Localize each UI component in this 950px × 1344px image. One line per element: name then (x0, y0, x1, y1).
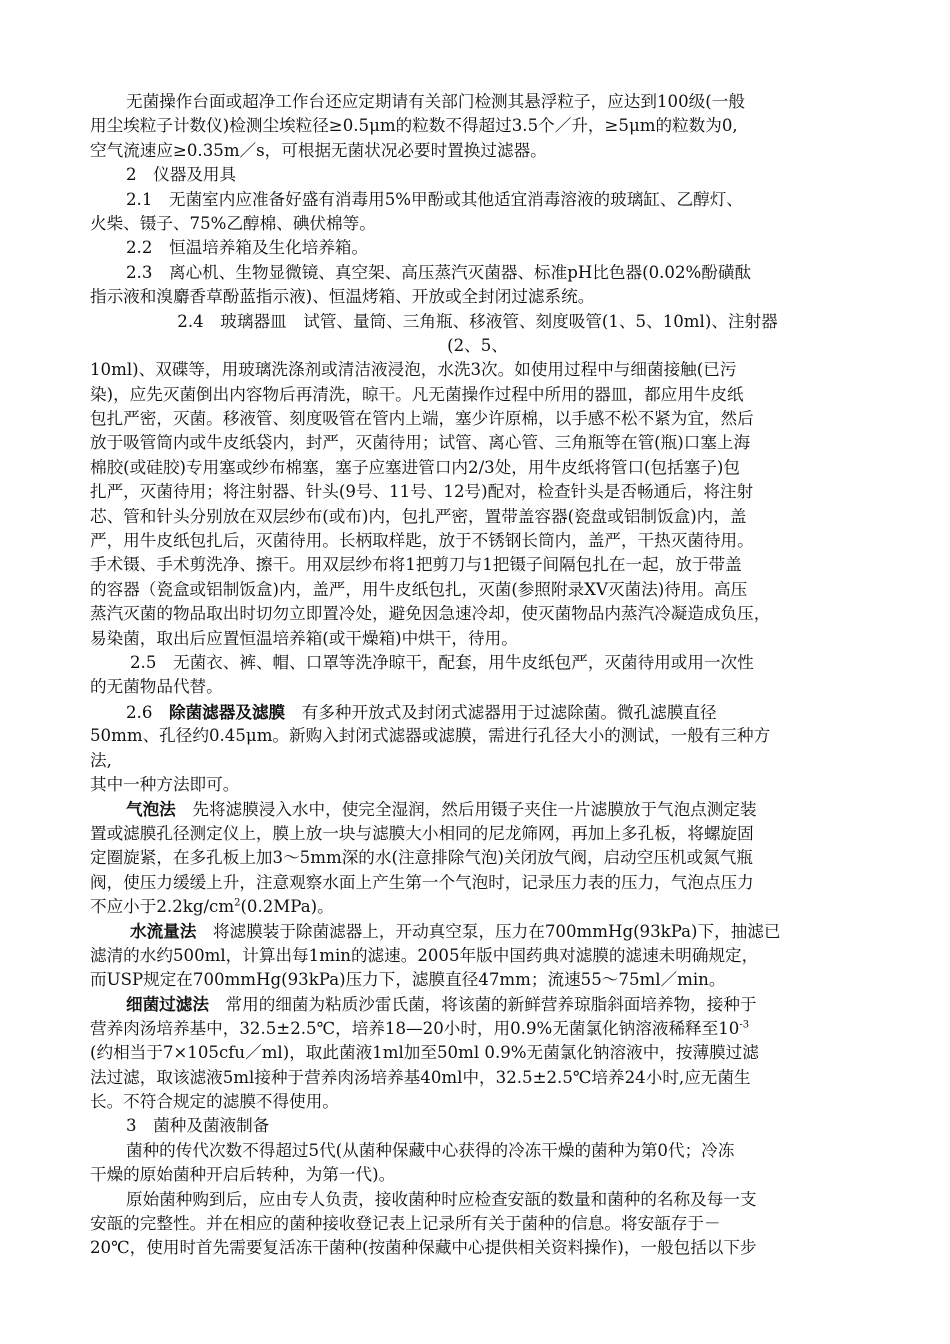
text-line (90, 480, 865, 504)
bold-heading: 细菌过滤法 (126, 994, 209, 1015)
text-line (90, 553, 865, 577)
line-text: 易染菌，取出后应置恒温培养箱(或干燥箱)中烘干，待用。 (90, 628, 518, 648)
text-line (90, 114, 865, 138)
text-line (90, 1188, 865, 1212)
line-text: 严，用牛皮纸包扎后，灭菌待用。长柄取样匙，放于不锈钢长筒内，盖严，干热灭菌待用。 (90, 531, 754, 551)
text-line (90, 700, 865, 724)
text-line (90, 261, 865, 285)
text-line (90, 846, 865, 870)
section-number: 2.6 (126, 702, 169, 722)
line-text: 空气流速应≥0.35m／s，可根据无菌状况必要时置换过滤器。 (90, 140, 547, 160)
text-line (90, 992, 865, 1016)
line-text: 法过滤，取该滤液5ml接种于营养肉汤培养基40ml中，32.5±2.5℃培养24小时,应无菌生 (90, 1067, 751, 1087)
line-text: 先将滤膜浸入水中，使完全湿润，然后用镊子夹住一片滤膜放于气泡点测定装 (175, 800, 757, 820)
line-text: 其中一种方法即可。 (90, 774, 240, 794)
line-text: 有多种开放式及封闭式滤器用于过滤除菌。微孔滤膜直径 (285, 702, 717, 722)
text-line (90, 431, 865, 455)
text-line (90, 651, 865, 675)
text-line (90, 1139, 865, 1163)
text-line (90, 724, 865, 748)
line-text: 的容器（瓷盒或铝制饭盒)内，盖严，用牛皮纸包扎，灭菌(参照附录XV灭菌法)待用。高压 (90, 579, 748, 599)
text-line (90, 895, 865, 919)
text-line (90, 236, 865, 260)
line-text: 扎严，灭菌待用；将注射器、针头(9号、11号、12号)配对，检查针头是否畅通后，将注射 (90, 482, 754, 502)
line-text: 干燥的原始菌种开启后转种，为第一代)。 (90, 1165, 396, 1185)
text-line (90, 1066, 865, 1090)
line-text: 火柴、镊子、75%乙醇棉、碘伏棉等。 (90, 213, 376, 233)
line-text: 法, (90, 750, 112, 770)
text-line (90, 212, 865, 236)
line-text: 2.1 无菌室内应准备好盛有消毒用5%甲酚或其他适宜消毒溶液的玻璃缸、乙醇灯、 (126, 189, 743, 209)
text-line (90, 1163, 865, 1187)
line-text: 包扎严密，灭菌。移液管、刻度吸管在管内上端，塞少许原棉，以手感不松不紧为宜，然后 (90, 409, 754, 429)
line-text: 营养肉汤培养基中，32.5±2.5℃，培养18—20小时，用0.9%无菌氯化钠溶液稀释至10 (90, 1018, 740, 1038)
text-line (90, 675, 865, 699)
line-text: 原始菌种购到后，应由专人负责，接收菌种时应检查安瓿的数量和菌种的名称及每一支 (126, 1189, 757, 1209)
superscript: 2 (234, 897, 241, 909)
text-line (90, 383, 865, 407)
text-line (90, 188, 865, 212)
text-line (90, 797, 865, 821)
line-text: 10ml)、双碟等，用玻璃洗涤剂或清洁液浸泡，水洗3次。如使用过程中与细菌接触(已污 (90, 360, 737, 380)
line-text: 定圈旋紧，在多孔板上加3～5mm深的水(注意排除气泡)关闭放气阀，启动空压机或氮气瓶 (90, 848, 753, 868)
line-text: 用尘埃粒子计数仪)检测尘埃粒径≥0.5μm的粒数不得超过3.5个／升，≥5μm的粒数为0, (90, 116, 738, 136)
text-line (90, 285, 865, 309)
line-text: (2、5、 (447, 335, 508, 355)
line-text: 3 菌种及菌液制备 (126, 1116, 270, 1136)
text-line (90, 1041, 865, 1065)
text-line (90, 163, 865, 187)
text-line (90, 529, 865, 553)
text-line (90, 822, 865, 846)
line-text: 棉胶(或硅胶)专用塞或纱布棉塞，塞子应塞进管口内2/3处，用牛皮纸将管口(包括塞子)包 (90, 457, 740, 477)
text-line (90, 1017, 865, 1041)
document-page (90, 90, 865, 1261)
bold-heading: 气泡法 (126, 799, 176, 820)
text-line (90, 407, 865, 431)
line-text: 菌种的传代次数不得超过5代(从菌种保藏中心获得的冷冻干燥的菌种为第0代；冷冻 (126, 1140, 735, 1160)
line-text: 2.5 无菌衣、裤、帽、口罩等洗净晾干，配套，用牛皮纸包严，灭菌待用或用一次性 (130, 652, 754, 672)
text-line (90, 505, 865, 529)
text-line (90, 871, 865, 895)
line-text: 2.2 恒温培养箱及生化培养箱。 (126, 238, 369, 258)
text-line (90, 1236, 865, 1260)
line-text: (约相当于7×105cfu／ml)，取此菌液1ml加至50ml 0.9%无菌氯化钠溶液中，按薄膜过滤 (90, 1043, 759, 1063)
line-text: 将滤膜装于除菌滤器上，开动真空泵，压力在700mmHg(93kPa)下，抽滤已 (196, 922, 781, 942)
line-text: 置或滤膜孔径测定仪上，膜上放一块与滤膜大小相同的尼龙筛网，再加上多孔板，将螺旋固 (90, 823, 754, 843)
line-text: 不应小于2.2kg/cm (90, 896, 235, 916)
text-line (90, 1090, 865, 1114)
text-line (90, 773, 865, 797)
bold-heading: 除菌滤器及滤膜 (168, 701, 286, 722)
text-line (90, 456, 865, 480)
text-line (90, 1114, 865, 1138)
text-line (90, 602, 865, 626)
line-text: 的无菌物品代替。 (90, 677, 223, 697)
line-text: 无菌操作台面或超净工作台还应定期请有关部门检测其悬浮粒子，应达到100级(一般 (126, 92, 745, 111)
line-text: 芯、管和针头分别放在双层纱布(或布)内，包扎严密，置带盖容器(瓷盘或铝制饭盒)内，盖 (90, 506, 747, 526)
line-text: 2.4 玻璃器皿 试管、量筒、三角瓶、移液管、刻度吸管(1、5、10ml)、注射器 (177, 311, 778, 331)
line-text: 50mm、孔径约0.45μm。新购入封闭式滤器或滤膜，需进行孔径大小的测试，一般有三种方 (90, 726, 771, 746)
line-text: 手术镊、手术剪洗净、擦干。用双层纱布将1把剪刀与1把镊子间隔包扎在一起，放于带盖 (90, 555, 742, 575)
text-line (90, 334, 865, 358)
line-text: 2 仪器及用具 (126, 165, 237, 185)
text-line (90, 944, 865, 968)
line-text: 2.3 离心机、生物显微镜、真空架、高压蒸汽灭菌器、标准pH比色器(0.02%酚磺酞 (126, 262, 752, 282)
line-text: 染)，应先灭菌倒出内容物后再清洗，晾干。凡无菌操作过程中所用的器皿，都应用牛皮纸 (90, 384, 744, 404)
text-line (90, 578, 865, 602)
line-text: 长。不符合规定的滤膜不得使用。 (90, 1092, 339, 1112)
line-text: 阀，使压力缓缓上升，注意观察水面上产生第一个气泡时，记录压力表的压力，气泡点压力 (90, 872, 754, 892)
text-line (90, 627, 865, 651)
text-line (90, 358, 865, 382)
line-text: 放于吸管筒内或牛皮纸袋内，封严，灭菌待用；试管、离心管、三角瓶等在管(瓶)口塞上海 (90, 433, 751, 453)
text-line (90, 968, 865, 992)
text-line (90, 90, 865, 114)
line-text: 20℃，使用时首先需要复活冻干菌种(按菌种保藏中心提供相关资料操作)，一般包括以下步 (90, 1238, 757, 1258)
line-text: 滤清的水约500ml，计算出每1min的滤速。2005年版中国药典对滤膜的滤速未明确规定， (90, 945, 759, 965)
bold-heading: 水流量法 (130, 921, 197, 942)
superscript: -3 (739, 1019, 750, 1031)
text-line (90, 1212, 865, 1236)
text-line (90, 919, 865, 943)
line-text: 蒸汽灭菌的物品取出时切勿立即置冷处，避免因急速冷却，使灭菌物品内蒸汽冷凝造成负压， (90, 604, 771, 624)
line-text: 指示液和溴麝香草酚蓝指示液)、恒温烤箱、开放或全封闭过滤系统。 (90, 287, 595, 307)
text-line (90, 139, 865, 163)
text-line (90, 310, 865, 334)
line-text: 而USP规定在700mmHg(93kPa)压力下，滤膜直径47mm；流速55～75ml／min。 (90, 970, 726, 990)
line-text: 安瓿的完整性。并在相应的菌种接收登记表上记录所有关于菌种的信息。将安瓿存于－ (90, 1213, 721, 1233)
line-text-tail: (0.2MPa)。 (240, 896, 334, 916)
text-line (90, 749, 865, 773)
line-text: 常用的细菌为粘质沙雷氏菌，将该菌的新鲜营养琼脂斜面培养物，接种于 (208, 995, 757, 1015)
